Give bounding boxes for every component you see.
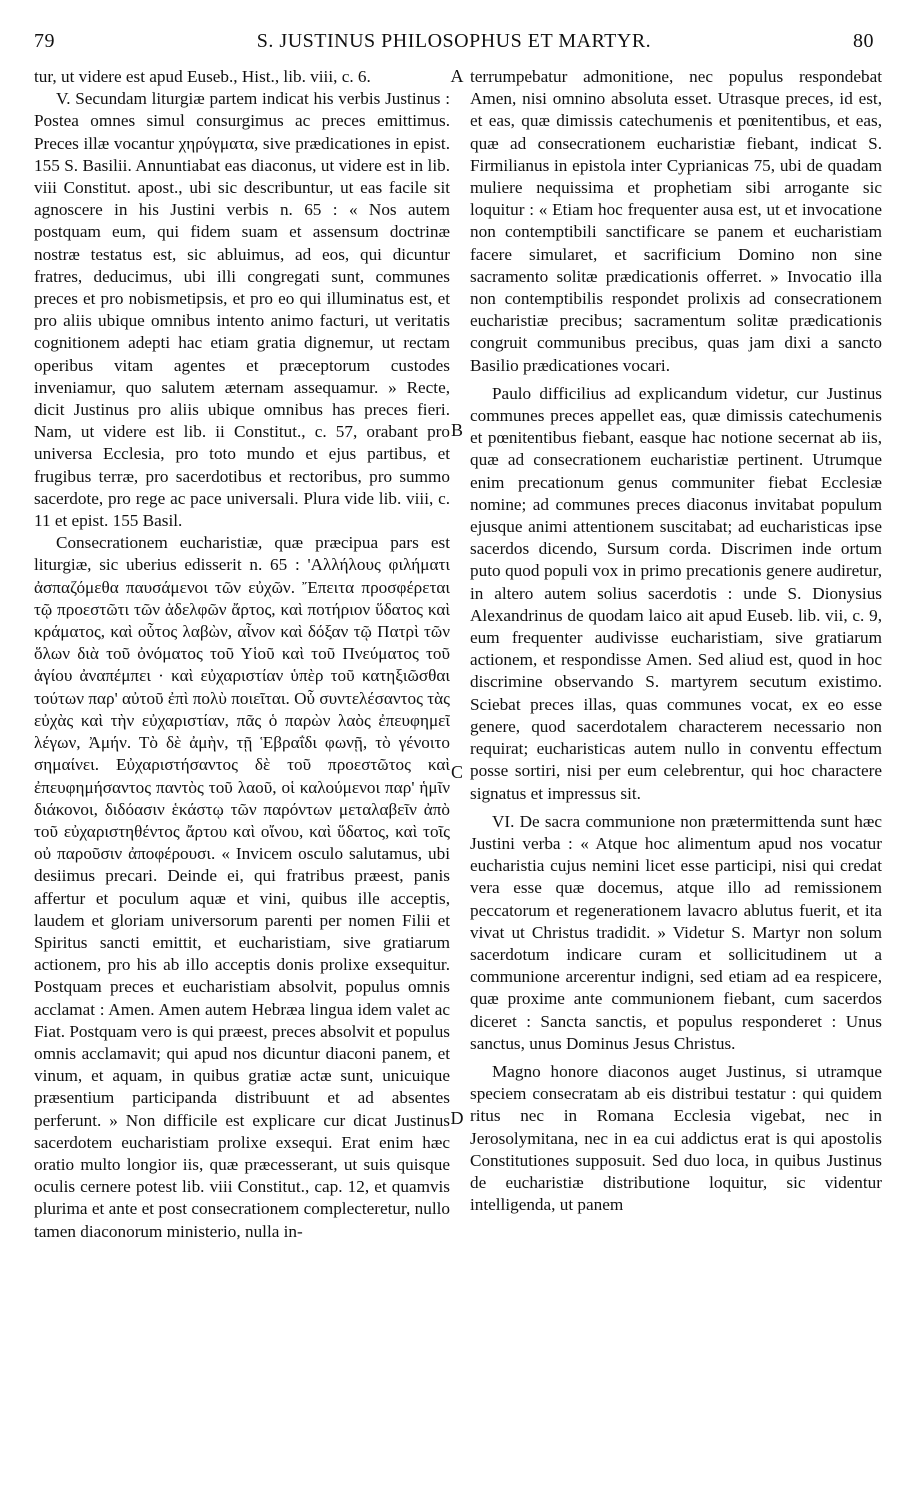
margin-marker-b: B [450,420,463,440]
page-number-right: 80 [853,30,874,52]
left-paragraph-3: Consecrationem eucharistiæ, quæ præcipua pars est liturgiæ, sic uberius edisserit n. 65 : 'Αλλήλους φιλήματι ἀσπαζόμεθα παυσάμενοι τῶν εὐχῶν. Ἔπειτα προσφέρεται τῷ προεστῶτι τῶν ἀδελφῶν ἄρτος, καὶ ποτήριον ὕδατος καὶ κράματος, καὶ οὗτος λαβὼν, αἶνον καὶ δόξαν τῷ Πατρὶ τῶν ὅλων διὰ τοῦ ὀνόματος τοῦ Υἱοῦ καὶ τοῦ Πνεύματος τοῦ ἁγίου ἀναπέμπει · καὶ εὐχαριστίαν ὑπὲρ τοῦ κατηξιῶσθαι τούτων παρ' αὐτοῦ ἐπὶ πολὺ ποιεῖται. Οὗ συντελέσαντος τὰς εὐχὰς καὶ τὴν εὐχαριστίαν, πᾶς ὁ παρὼν λαὸς ἐπευφημεῖ λέγων, Ἀμήν. Τὸ δὲ ἀμὴν, τῇ Ἑβραΐδι φωνῇ, τὸ γένοιτο σημαίνει. Εὐχαριστήσαντος δὲ τοῦ προεστῶτος καὶ ἐπευφημήσαντος παντὸς τοῦ λαοῦ, οἱ καλούμενοι παρ' ἡμῖν διάκονοι, διδόασιν ἑκάστῳ τῶν παρόντων μεταλαβεῖν ἀπὸ τοῦ εὐχαριστηθέντος ἄρτου καὶ οἴνου, καὶ ὕδατος, καὶ τοῖς οὐ παροῦσιν ἀποφέρουσι. « Invicem osculo salutamus, ubi desiimus precari. Deinde ei, qui fratribus præest, panis affertur et poculum aquæ et vini, quibus ille acceptis, laudem et gloriam universorum parenti per nomen Filii et Spiritus sancti emittit, et eucharistiam, sive gratiarum actionem, pro his ab illo acceptis donis prolixe exsequitur. Postquam preces et eucharistiam absolvit, populus omnis acclamat : Amen. Amen autem Hebræa lingua idem valet ac Fiat. Postquam vero is qui præest, preces absolvit et populus omnis acclamavit; qui apud nos dicuntur diaconi panem, et vinum, et aquam, in quibus gratiæ actæ sunt, unicuique præsentium participanda distribuunt et ad absentes perferunt. » Non difficile est explicare cur dicat Justinus sacerdotem eucharistiam prolixe exsequi. Erat enim hæc oratio multo longior iis, quæ præcesserant, ut suis quisque oculis cernere potest lib. viii Constitut., cap. 12, et quamvis plurima et ante et post consecrationem complecteretur, nullo tamen diaconorum ministerio, nulla in- [34,533,450,1241]
right-paragraph-1: terrumpebatur admonitione, nec populus respondebat Amen, nisi omnino absoluta esset. Utrasque preces, id est, et eas, quæ dimissis catechumenis et pœnitentibus, et eas, quæ ad consecrationem eucharistiæ fiebant, indicat S. Firmilianus in epistola inter Cyprianicas 75, ubi de quadam muliere nequissima et prophetiam sibi arrogante sic loquitur : « Etiam hoc frequenter ausa est, ut et invocatione non contemptibili sanctificare se panem et eucharistiam facere simularet, et sacrificium Domino non sine sacramento solitæ prædicationis offerret. » Invocatio illa non contemptibilis respondet prolixis ad consecrationem eucharistiæ precibus; sacramentum solitæ prædicationis congruit communibus precibus, quas jam dixi a sancto Basilio prædicationes vocari. [470,67,882,375]
right-paragraph-4: Magno honore diaconos auget Justinus, si utramque speciem consecratam ab eis distribui testatur : qui quidem ritus nec in Romana Ecclesia vigebat, nec in Jerosolymitana, nec in ea cui addictus erat is qui apostolis Constitutiones supposuit. Sed duo loca, in quibus Justinus de eucharistiæ distributione loquitur, sic videntur intelligenda, ut panem [470,1061,882,1215]
margin-marker-c: C [450,762,463,782]
page-number-left: 79 [34,30,55,52]
page-header [34,30,874,60]
right-paragraph-3: VI. De sacra communione non prætermittenda sunt hæc Justini verba : « Atque hoc alimentum apud nos vocatur eucharistia cujus nemini licet esse participi, nisi qui credat vera esse quæ docemus, atque illo ad remissionem peccatorum et regenerationem lavacro ablutus fuerit, et ita vivat ut Christus tradidit. » Videtur S. Martyr non solum sacerdotum indicare curam et sollicitudinem ut a communione arcerentur indigni, sed etiam ad ea respicere, quæ proxime ante communionem fiebant, cum sacerdos diceret : Sancta sanctis, et populus responderet : Unus sanctus, unus Dominus Jesus Christus. [470,811,882,1053]
left-paragraph-1: tur, ut videre est apud Euseb., Hist., lib. viii, c. 6. [34,67,371,86]
running-title: S. JUSTINUS PHILOSOPHUS ET MARTYR. [256,30,652,52]
left-column [34,66,450,1486]
left-paragraph-2: V. Secundam liturgiæ partem indicat his verbis Justinus : Postea omnes simul consurgimus ac preces emittimus. Preces illæ vocantur χηρύγματα, sive prædicationes in epist. 155 S. Basilii. Annuntiabat eas diaconus, ut videre est in lib. viii Constitut. apost., ubi sic describuntur, ut eas facile sit agnoscere in his Justini verbis n. 65 : « Nos autem postquam eum, qui fidem suam et assensum doctrinæ nostræ testatus est, sic abluimus, ad eos, qui dicuntur fratres, deducimus, ubi illi congregati sunt, communes preces et pro nobismetipsis, et pro eo qui illuminatus est, et pro aliis ubique omnibus intento animo facturi, ut veritatis cognitionem adepti hac etiam gratia dignemur, ut rectam operibus vitam agentes et præceptorum custodes inveniamur, quo salutem æternam assequamur. » Recte, dicit Justinus pro aliis ubique omnibus has preces fieri. Nam, ut videre est lib. ii Constitut., c. 57, orabant pro universa Ecclesia, pro toto mundo et ejus partibus, et frugibus terræ, pro sacerdotibus et rectoribus, pro summo sacerdote, pro rege ac pace universali. Plura vide lib. viii, c. 11 et epist. 155 Basil. [34,89,450,531]
margin-marker-a: A [450,66,464,86]
right-column [470,66,882,1486]
margin-marker-d: D [450,1108,464,1128]
right-paragraph-2: Paulo difficilius ad explicandum videtur, cur Justinus communes preces appellet eas, quæ dimissis catechumenis et pœnitentibus fiebant, easque hac notione secernat ab iis, quæ ad consecrationem eucharistiæ pertinent. Utrumque enim precationum genus communiter fiebat Ecclesiæ nomine; ad communes preces diaconus invitabat populum ejusque animi attentionem suscitabat; ad eucharisticas ipse sacerdos dicendo, Sursum corda. Discrimen inde ortum puto quod populi vox in primo precationis genere audiretur, in altero autem solius sacerdotis : unde S. Dionysius Alexandrinus de quodam laico ait apud Euseb. lib. vii, c. 9, eum frequenter audivisse eucharistiam, sive gratiarum actionem, et respondisse Amen. Sed aliud est, quod in hoc discrimine observando S. martyrem secutum existimo. Sciebat preces illas, quas communes vocat, ex eo esse genere, quod sacerdotalem characterem necessario non requirat; eucharisticas autem nullo in conventu effectum posse sortiri, nisi per eum celebrentur, qui hoc charactere signatus et impressus sit. [470,383,882,803]
